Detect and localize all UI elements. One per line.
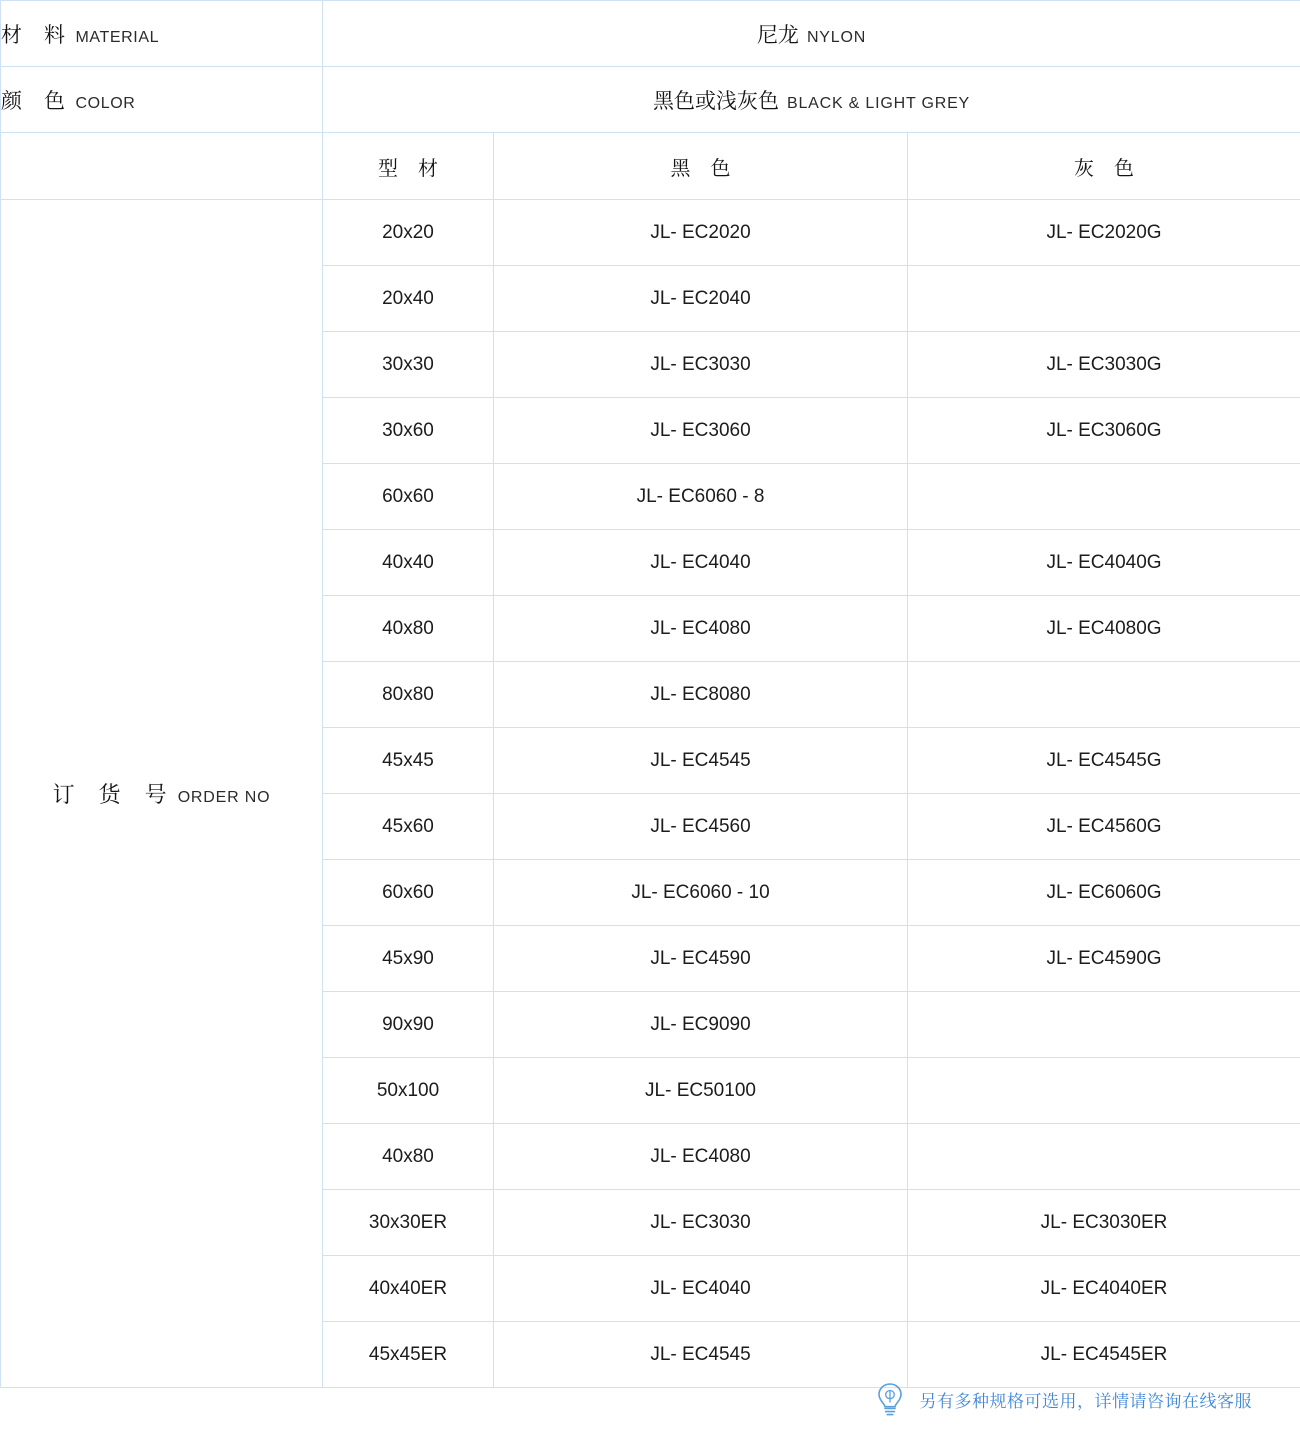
cell-black: JL- EC2040 bbox=[494, 266, 908, 332]
order-no-cell bbox=[1, 200, 323, 1388]
header-profile: 型 材 bbox=[323, 133, 494, 200]
order-no-label-cn: 订 货 号 bbox=[52, 782, 168, 807]
cell-grey: JL- EC3030ER bbox=[908, 1190, 1300, 1256]
color-value-cn: 黑色或浅灰色 bbox=[652, 89, 779, 113]
cell-grey: JL- EC4040ER bbox=[908, 1256, 1300, 1322]
cell-grey bbox=[908, 992, 1300, 1058]
cell-profile: 20x20 bbox=[323, 200, 494, 266]
material-label-cn: 材 料 bbox=[1, 23, 66, 47]
cell-black: JL- EC4545 bbox=[494, 728, 908, 794]
cell-grey bbox=[908, 662, 1300, 728]
cell-profile: 80x80 bbox=[323, 662, 494, 728]
cell-black: JL- EC6060 - 8 bbox=[494, 464, 908, 530]
material-value-cn: 尼龙 bbox=[756, 23, 799, 47]
cell-black: JL- EC3030 bbox=[494, 332, 908, 398]
color-row bbox=[1, 67, 1300, 133]
cell-black: JL- EC9090 bbox=[494, 992, 908, 1058]
cell-grey bbox=[908, 1124, 1300, 1190]
cell-black: JL- EC4080 bbox=[494, 596, 908, 662]
header-black: 黑 色 bbox=[494, 133, 908, 200]
cell-profile: 40x80 bbox=[323, 596, 494, 662]
color-value-cell bbox=[323, 67, 1300, 133]
cell-profile: 50x100 bbox=[323, 1058, 494, 1124]
color-label-en: COLOR bbox=[75, 94, 136, 112]
cell-profile: 45x45 bbox=[323, 728, 494, 794]
cell-black: JL- EC4040 bbox=[494, 1256, 908, 1322]
cell-profile: 45x60 bbox=[323, 794, 494, 860]
cell-profile: 30x30ER bbox=[323, 1190, 494, 1256]
table-row bbox=[1, 200, 1300, 266]
cell-profile: 90x90 bbox=[323, 992, 494, 1058]
cell-grey bbox=[908, 1058, 1300, 1124]
cell-profile: 45x90 bbox=[323, 926, 494, 992]
cell-black: JL- EC4040 bbox=[494, 530, 908, 596]
cell-black: JL- EC8080 bbox=[494, 662, 908, 728]
color-label-cn: 颜 色 bbox=[1, 89, 66, 113]
cell-black: JL- EC4560 bbox=[494, 794, 908, 860]
cell-profile: 30x30 bbox=[323, 332, 494, 398]
cell-grey: JL- EC4080G bbox=[908, 596, 1300, 662]
cell-profile: 60x60 bbox=[323, 464, 494, 530]
cell-black: JL- EC3030 bbox=[494, 1190, 908, 1256]
cell-grey: JL- EC4545ER bbox=[908, 1322, 1300, 1388]
cell-profile: 40x80 bbox=[323, 1124, 494, 1190]
cell-black: JL- EC4590 bbox=[494, 926, 908, 992]
cell-profile: 20x40 bbox=[323, 266, 494, 332]
cell-grey: JL- EC4560G bbox=[908, 794, 1300, 860]
cell-grey: JL- EC6060G bbox=[908, 860, 1300, 926]
cell-grey bbox=[908, 464, 1300, 530]
lightbulb-icon bbox=[872, 1379, 908, 1419]
cell-grey: JL- EC4040G bbox=[908, 530, 1300, 596]
cell-grey: JL- EC2020G bbox=[908, 200, 1300, 266]
cell-grey bbox=[908, 266, 1300, 332]
cell-black: JL- EC3060 bbox=[494, 398, 908, 464]
header-spacer-cell bbox=[1, 133, 323, 200]
material-label-cell bbox=[1, 1, 323, 67]
cell-profile: 45x45ER bbox=[323, 1322, 494, 1388]
material-label-en: MATERIAL bbox=[75, 28, 160, 46]
color-label-cell bbox=[1, 67, 323, 133]
color-value-en: BLACK & LIGHT GREY bbox=[786, 94, 971, 112]
cell-black: JL- EC4545 bbox=[494, 1322, 908, 1388]
footnote bbox=[0, 1360, 1300, 1438]
cell-profile: 60x60 bbox=[323, 860, 494, 926]
cell-black: JL- EC2020 bbox=[494, 200, 908, 266]
cell-profile: 40x40 bbox=[323, 530, 494, 596]
material-value-en: NYLON bbox=[806, 28, 867, 46]
cell-profile: 40x40ER bbox=[323, 1256, 494, 1322]
material-row bbox=[1, 1, 1300, 67]
column-header-row bbox=[1, 133, 1300, 200]
cell-black: JL- EC4080 bbox=[494, 1124, 908, 1190]
cell-profile: 30x60 bbox=[323, 398, 494, 464]
cell-black: JL- EC6060 - 10 bbox=[494, 860, 908, 926]
material-value-cell bbox=[323, 1, 1300, 67]
cell-grey: JL- EC4590G bbox=[908, 926, 1300, 992]
table-body bbox=[1, 1, 1300, 1388]
cell-grey: JL- EC3060G bbox=[908, 398, 1300, 464]
cell-black: JL- EC50100 bbox=[494, 1058, 908, 1124]
cell-grey: JL- EC4545G bbox=[908, 728, 1300, 794]
order-no-label-en: ORDER NO bbox=[177, 789, 271, 806]
cell-grey: JL- EC3030G bbox=[908, 332, 1300, 398]
header-grey: 灰 色 bbox=[908, 133, 1300, 200]
footnote-text: 另有多种规格可选用，详情请咨询在线客服 bbox=[919, 1391, 1252, 1411]
